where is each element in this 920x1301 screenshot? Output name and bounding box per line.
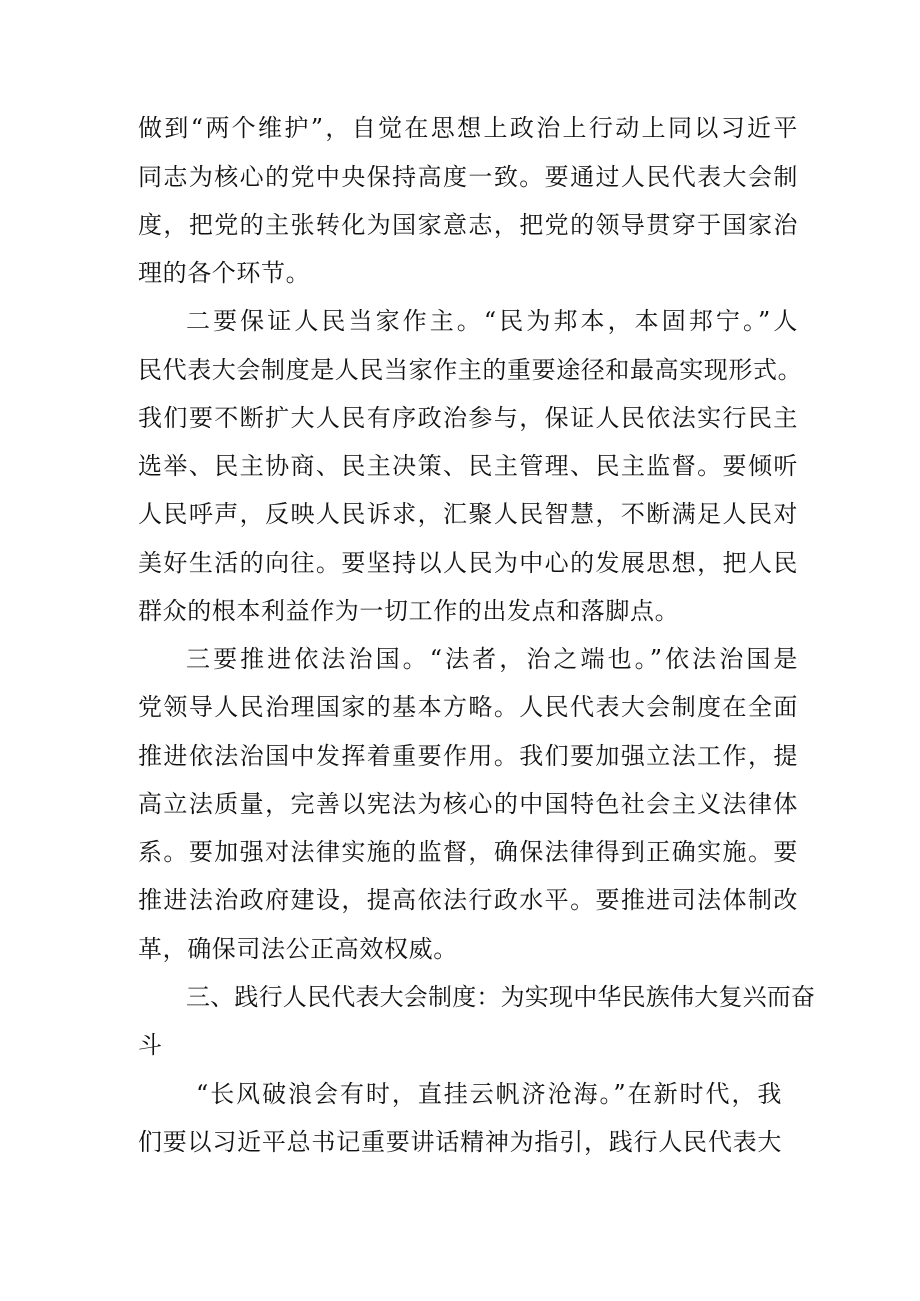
paragraph-3-line-7: 革，确保司法公正高效权威。 xyxy=(138,935,458,963)
paragraph-1-line-1: 做到“两个维护”，自觉在思想上政治上行动上同以习近平 xyxy=(138,114,798,142)
closing-paragraph-line-2: 们要以习近平总书记重要讲话精神为指引，践行人民代表大 xyxy=(138,1128,782,1156)
section-heading-line-1: 三、践行人民代表大会制度：为实现中华民族伟大复兴而奋 xyxy=(186,983,816,1011)
paragraph-1-line-4: 理的各个环节。 xyxy=(138,259,311,287)
paragraph-2-line-1: 二要保证人民当家作主。“民为邦本，本固邦宁。”人 xyxy=(186,307,798,335)
paragraph-3-line-5: 系。要加强对法律实施的监督，确保法律得到正确实施。要 xyxy=(138,838,798,866)
paragraph-2-line-4: 选举、民主协商、民主决策、民主管理、民主监督。要倾听 xyxy=(138,452,798,480)
paragraph-3-line-4: 高立法质量，完善以宪法为核心的中国特色社会主义法律体 xyxy=(138,790,798,818)
paragraph-2-line-3: 我们要不断扩大人民有序政治参与，保证人民依法实行民主 xyxy=(138,404,798,432)
paragraph-2-line-2: 民代表大会制度是人民当家作主的重要途径和最高实现形式。 xyxy=(138,356,803,384)
paragraph-3-line-6: 推进法治政府建设，提高依法行政水平。要推进司法体制改 xyxy=(138,886,798,914)
paragraph-3-line-2: 党领导人民治理国家的基本方略。人民代表大会制度在全面 xyxy=(138,693,798,721)
closing-paragraph-line-1: “长风破浪会有时，直挂云帆济沧海。”在新时代，我 xyxy=(196,1080,782,1108)
paragraph-1-line-3: 度，把党的主张转化为国家意志，把党的领导贯穿于国家治 xyxy=(138,211,798,239)
paragraph-2-line-7: 群众的根本利益作为一切工作的出发点和落脚点。 xyxy=(138,597,680,625)
paragraph-1-line-2: 同志为核心的党中央保持高度一致。要通过人民代表大会制 xyxy=(138,163,798,191)
paragraph-3-line-1: 三要推进依法治国。“法者，治之端也。”依法治国是 xyxy=(186,645,798,673)
paragraph-3-line-3: 推进依法治国中发挥着重要作用。我们要加强立法工作，提 xyxy=(138,742,798,770)
paragraph-2-line-6: 美好生活的向往。要坚持以人民为中心的发展思想，把人民 xyxy=(138,549,798,577)
paragraph-2-line-5: 人民呼声，反映人民诉求，汇聚人民智慧，不断满足人民对 xyxy=(138,500,798,528)
section-heading-line-2: 斗 xyxy=(138,1031,163,1059)
